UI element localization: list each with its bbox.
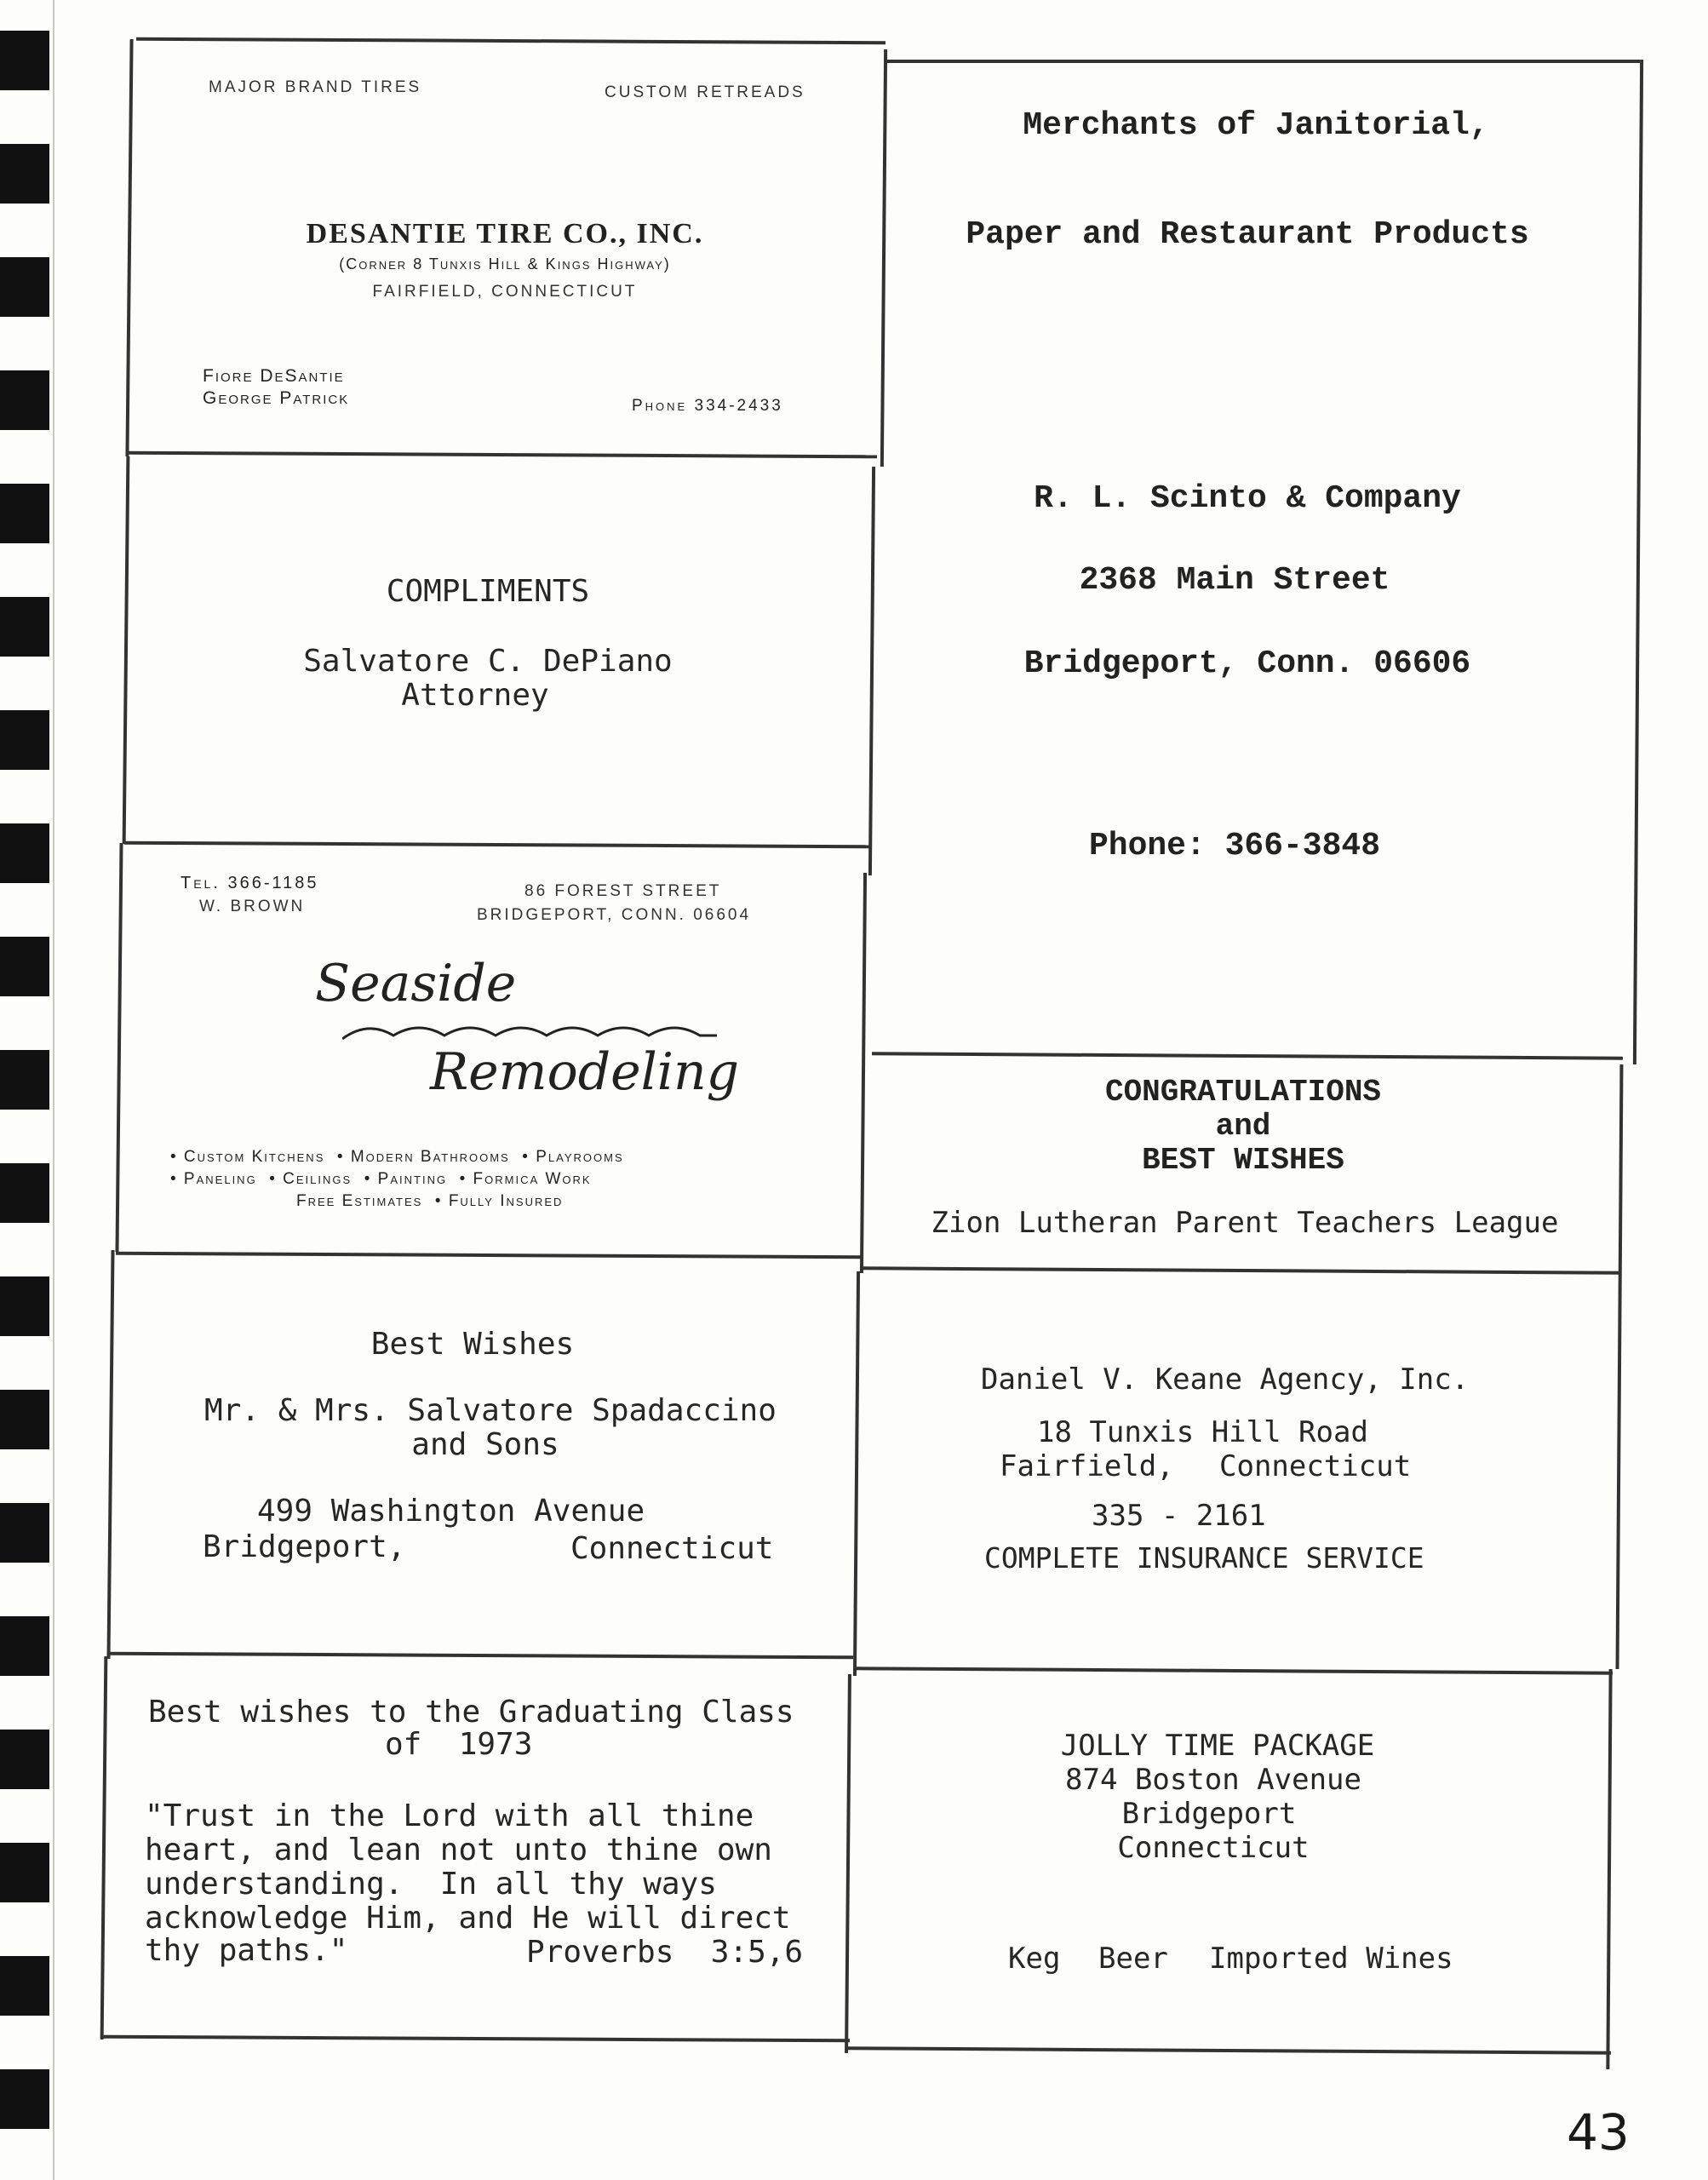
graduating-quote3: understanding. In all thy ways [145, 1867, 717, 1902]
desantie-phone: Phone 334-2433 [632, 397, 783, 415]
binding-hole [0, 1276, 49, 1336]
graduating-quote2: heart, and lean not unto thine own [145, 1833, 772, 1867]
zion-name: Zion Lutheran Parent Teachers League [931, 1206, 1559, 1240]
depiano-name: Salvatore C. DePiano [303, 644, 673, 679]
ad-seaside-remodeling [119, 848, 868, 1255]
spadaccino-heading: Best Wishes [370, 1327, 575, 1362]
page-number: 43 [1567, 2103, 1630, 2161]
graduating-quote1: "Trust in the Lord with all thine [145, 1798, 754, 1833]
wave-path [342, 1028, 717, 1039]
ad-desantie-tire [128, 43, 882, 453]
binding-hole [0, 1163, 49, 1223]
keane-tagline: COMPLETE INSURANCE SERVICE [984, 1541, 1424, 1575]
jolly-item-wines: Imported Wines [1209, 1942, 1453, 1976]
ad-depiano [126, 460, 872, 843]
keane-phone: 335 - 2161 [1092, 1499, 1266, 1533]
ad-keane-agency [862, 1274, 1619, 1671]
desantie-address: (Corner 8 Tunxis Hill & Kings Highway) [339, 255, 671, 272]
seaside-contact: W. BROWN [199, 898, 306, 915]
seaside-city: BRIDGEPORT, CONN. 06604 [477, 906, 752, 924]
binding-hole [0, 1956, 49, 2016]
scinto-city: Bridgeport, Conn. 06606 [1023, 645, 1471, 682]
graduating-line1: Best wishes to the Graduating Class [148, 1695, 794, 1730]
jolly-state: Connecticut [1117, 1831, 1310, 1865]
depiano-heading: COMPLIMENTS [386, 574, 590, 609]
graduating-reference: Proverbs 3:5,6 [526, 1935, 804, 1970]
ad-zion-lutheran [868, 1059, 1621, 1272]
desantie-top-right: CUSTOM RETREADS [605, 83, 805, 101]
binding-hole [0, 597, 49, 657]
scinto-line2: Paper and Restaurant Products [966, 216, 1529, 253]
seaside-street: 86 FOREST STREET [524, 882, 722, 900]
jolly-street: 874 Boston Avenue [1065, 1763, 1361, 1797]
desantie-person1: Fiore DeSantie [203, 366, 345, 386]
binding-hole [0, 1616, 49, 1676]
page-edge [53, 0, 54, 2180]
zion-congratulations: CONGRATULATIONS [1104, 1075, 1382, 1110]
seaside-services-2: • Paneling • Ceilings • Painting • Formica Work [170, 1170, 592, 1188]
keane-city: Fairfield, [1000, 1449, 1174, 1483]
spadaccino-state: Connecticut [570, 1531, 774, 1566]
desantie-name: DESANTIE TIRE CO., INC. [306, 218, 704, 250]
ad-scinto [877, 63, 1635, 1056]
binding-hole [0, 937, 49, 996]
scinto-line1: Merchants of Janitorial, [1023, 107, 1489, 144]
spadaccino-street: 499 Washington Avenue [257, 1494, 645, 1529]
keane-state: Connecticut [1219, 1449, 1412, 1483]
seaside-logo-remodeling: Remodeling [430, 1042, 740, 1102]
binding-hole [0, 823, 49, 883]
seaside-tel: Tel. 366-1185 [181, 874, 319, 892]
ad-jolly-time [851, 1674, 1609, 2049]
zion-best-wishes: BEST WISHES [1142, 1143, 1344, 1178]
depiano-title: Attorney [401, 678, 549, 713]
jolly-name: JOLLY TIME PACKAGE [1060, 1729, 1375, 1763]
binding-hole [0, 1843, 49, 1902]
jolly-city: Bridgeport [1121, 1797, 1297, 1831]
ad-graduating-class [104, 1661, 850, 2039]
desantie-person2: George Patrick [203, 388, 350, 408]
binding-hole [0, 144, 49, 204]
binding-hole [0, 2069, 49, 2129]
scinto-phone: Phone: 366-3848 [1088, 828, 1381, 864]
binding-hole [0, 1050, 49, 1110]
scinto-street: 2368 Main Street [1079, 562, 1390, 599]
scinto-name: R. L. Scinto & Company [1034, 480, 1461, 517]
jolly-item-keg: Keg [1008, 1942, 1061, 1976]
spiral-binding [0, 0, 60, 2180]
seaside-logo-seaside: Seaside [315, 954, 517, 1013]
keane-name: Daniel V. Keane Agency, Inc. [981, 1362, 1470, 1397]
keane-street: 18 Tunxis Hill Road [1037, 1415, 1368, 1449]
binding-hole [0, 370, 49, 430]
binding-hole [0, 257, 49, 317]
graduating-quote4: acknowledge Him, and He will direct [145, 1901, 791, 1936]
binding-hole [0, 1390, 49, 1449]
seaside-services-3: Free Estimates • Fully Insured [296, 1192, 564, 1210]
desantie-city: FAIRFIELD, CONNECTICUT [372, 283, 638, 301]
graduating-quote5: thy paths." [145, 1933, 348, 1968]
graduating-line2: of 1973 [385, 1727, 533, 1762]
desantie-top-left: MAJOR BRAND TIRES [209, 78, 422, 96]
seaside-services-1: • Custom Kitchens • Modern Bathrooms • Playrooms [170, 1148, 624, 1166]
ad-spadaccino [111, 1260, 860, 1654]
spadaccino-name2: and Sons [411, 1427, 559, 1462]
binding-hole [0, 1730, 49, 1789]
binding-hole [0, 31, 49, 90]
jolly-item-beer: Beer [1098, 1942, 1168, 1976]
binding-hole [0, 1503, 49, 1563]
binding-hole [0, 710, 49, 770]
zion-and: and [1215, 1109, 1271, 1144]
spadaccino-name: Mr. & Mrs. Salvatore Spadaccino [204, 1393, 777, 1428]
binding-hole [0, 484, 49, 543]
spadaccino-city: Bridgeport, [203, 1529, 406, 1564]
